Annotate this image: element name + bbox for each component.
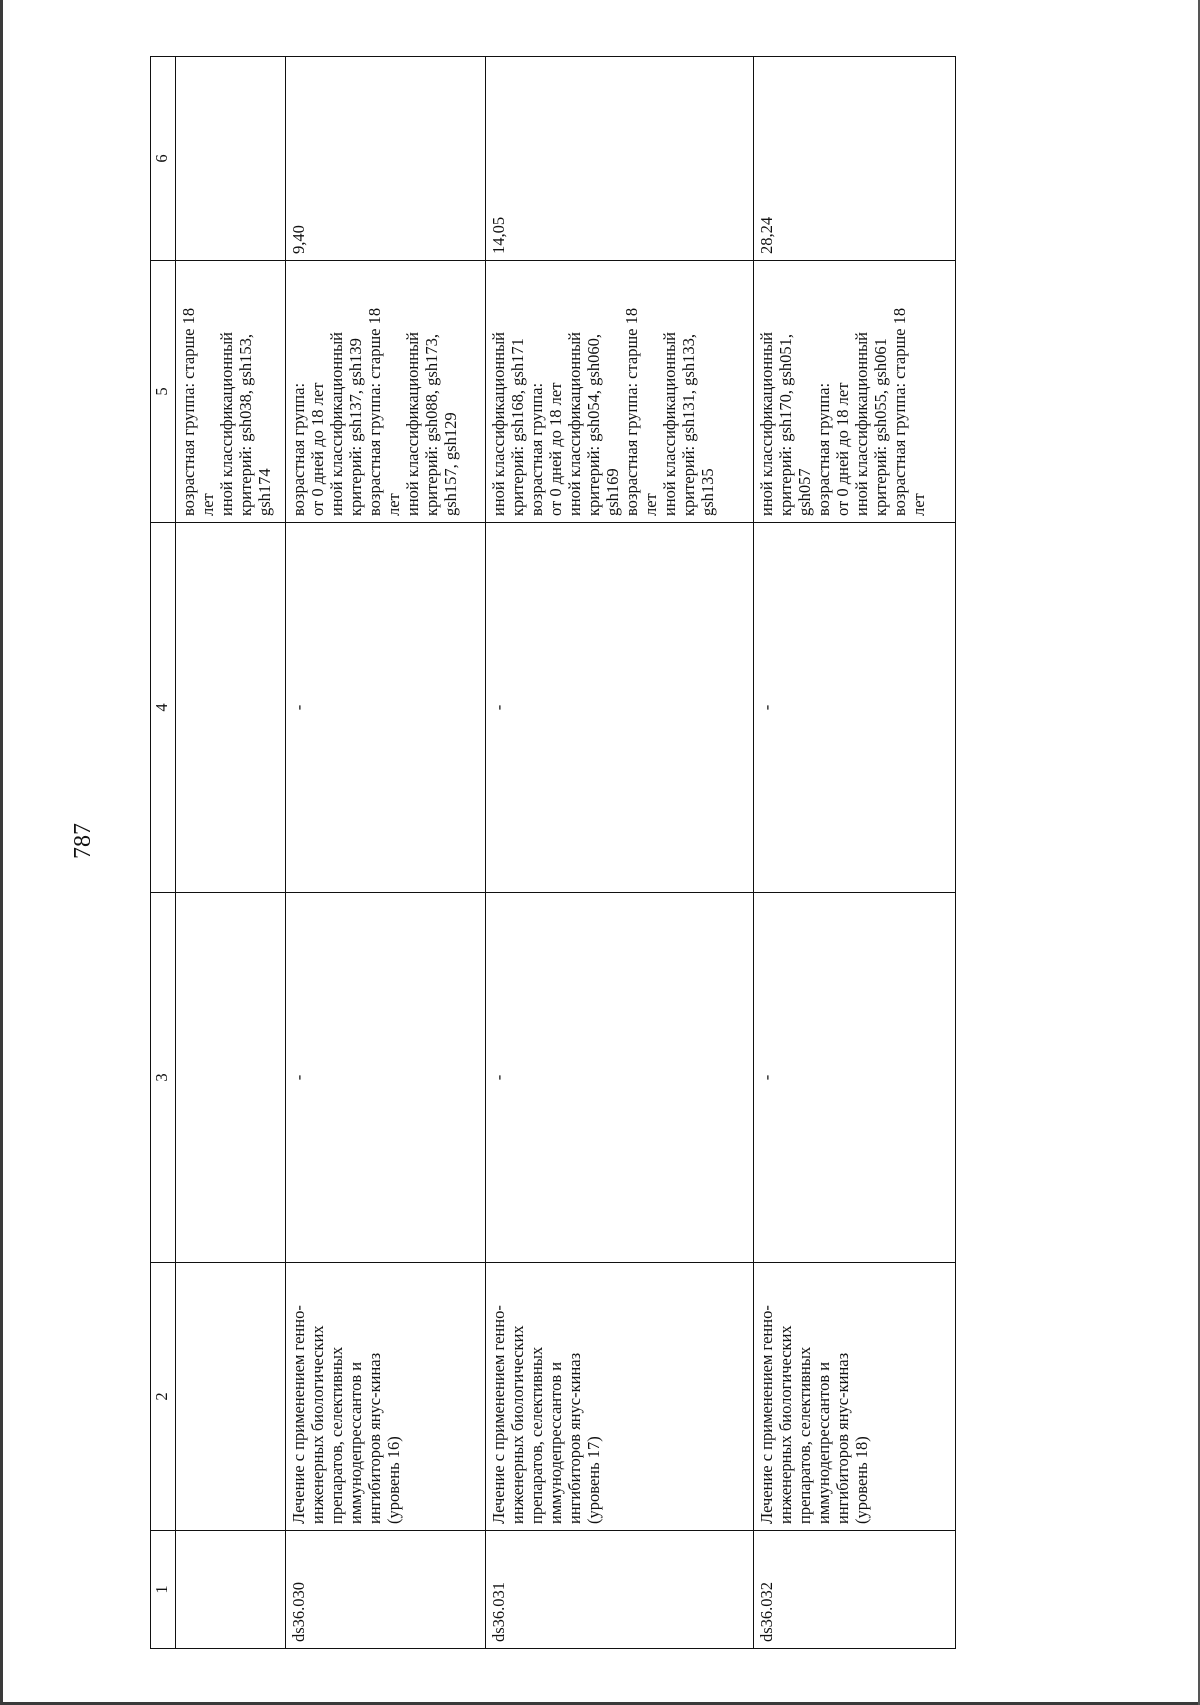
- name-line: (уровень 18): [852, 1436, 871, 1524]
- tariff-table: [150, 56, 956, 1649]
- criteria-line: критерий: gsh088, gsh173,: [422, 334, 441, 516]
- criteria-line: возрастная группа: старше 18: [179, 307, 198, 516]
- criteria-line: критерий: gsh137, gsh139: [346, 338, 365, 516]
- criteria-line: иной классификационный: [489, 331, 508, 516]
- criteria-line: критерий: gsh054, gsh060,: [584, 334, 603, 516]
- criteria-cell: [176, 261, 286, 523]
- criteria-line: gsh157, gsh129: [441, 412, 460, 516]
- col4-cell: -: [486, 523, 754, 893]
- criteria-line: gsh057: [795, 468, 814, 516]
- name-cell: [486, 1263, 754, 1531]
- criteria-line: критерий: gsh055, gsh061: [871, 338, 890, 516]
- name-line: инженерных биологических: [776, 1325, 795, 1524]
- code-cell: ds36.031: [486, 1531, 754, 1649]
- header-cell: 3: [151, 893, 176, 1263]
- code-cell: ds36.030: [286, 1531, 486, 1649]
- criteria-line: возрастная группа:: [289, 382, 308, 516]
- criteria-line: gsh174: [255, 468, 274, 516]
- name-line: инженерных биологических: [508, 1325, 527, 1524]
- name-line: Лечение с применением генно-: [757, 1305, 776, 1524]
- name-line: (уровень 16): [384, 1436, 403, 1524]
- col3-cell: -: [286, 893, 486, 1263]
- criteria-line: от 0 дней до 18 лет: [546, 382, 565, 516]
- page-number: 787: [70, 823, 96, 859]
- header-cell: 5: [151, 261, 176, 523]
- criteria-line: лет: [641, 493, 660, 516]
- criteria-line: gsh135: [698, 468, 717, 516]
- table-row: [176, 57, 286, 1649]
- criteria-line: возрастная группа:: [527, 382, 546, 516]
- value-cell: [176, 57, 286, 261]
- criteria-line: иной классификационный: [660, 331, 679, 516]
- header-cell: 6: [151, 57, 176, 261]
- name-cell: [176, 1263, 286, 1531]
- criteria-line: лет: [384, 493, 403, 516]
- criteria-cell: [486, 261, 754, 523]
- criteria-line: лет: [198, 493, 217, 516]
- table-row: [286, 57, 486, 1649]
- name-line: иммунодепрессантов и: [546, 1361, 565, 1524]
- criteria-line: иной классификационный: [757, 331, 776, 516]
- name-line: препаратов, селективных: [527, 1346, 546, 1524]
- value-cell: 14,05: [486, 57, 754, 261]
- criteria-line: иной классификационный: [403, 331, 422, 516]
- name-line: ингибиторов янус-киназ: [833, 1352, 852, 1524]
- criteria-line: критерий: gsh038, gsh153,: [236, 334, 255, 516]
- criteria-line: от 0 дней до 18 лет: [833, 382, 852, 516]
- name-line: ингибиторов янус-киназ: [365, 1352, 384, 1524]
- name-line: (уровень 17): [584, 1436, 603, 1524]
- col4-cell: -: [286, 523, 486, 893]
- table-header-row: [151, 57, 176, 1649]
- criteria-line: возрастная группа:: [814, 382, 833, 516]
- header-cell: 4: [151, 523, 176, 893]
- criteria-cell: [286, 261, 486, 523]
- criteria-line: иной классификационный: [327, 331, 346, 516]
- criteria-line: возрастная группа: старше 18: [622, 307, 641, 516]
- criteria-line: иной классификационный: [217, 331, 236, 516]
- code-cell: ds36.032: [754, 1531, 956, 1649]
- criteria-line: критерий: gsh170, gsh051,: [776, 334, 795, 516]
- name-line: Лечение с применением генно-: [489, 1305, 508, 1524]
- name-cell: [754, 1263, 956, 1531]
- name-line: иммунодепрессантов и: [346, 1361, 365, 1524]
- criteria-line: возрастная группа: старше 18: [890, 307, 909, 516]
- criteria-line: от 0 дней до 18 лет: [308, 382, 327, 516]
- name-cell: [286, 1263, 486, 1531]
- header-cell: 2: [151, 1263, 176, 1531]
- name-line: препаратов, селективных: [795, 1346, 814, 1524]
- col4-cell: -: [754, 523, 956, 893]
- criteria-line: gsh169: [603, 468, 622, 516]
- criteria-line: возрастная группа: старше 18: [365, 307, 384, 516]
- name-line: препаратов, селективных: [327, 1346, 346, 1524]
- value-cell: 9,40: [286, 57, 486, 261]
- value-cell: 28,24: [754, 57, 956, 261]
- criteria-line: иной классификационный: [852, 331, 871, 516]
- criteria-line: критерий: gsh168, gsh171: [508, 338, 527, 516]
- criteria-line: критерий: gsh131, gsh133,: [679, 334, 698, 516]
- col4-cell: [176, 523, 286, 893]
- name-line: инженерных биологических: [308, 1325, 327, 1524]
- table-row: [486, 57, 754, 1649]
- col3-cell: -: [486, 893, 754, 1263]
- criteria-cell: [754, 261, 956, 523]
- code-cell: [176, 1531, 286, 1649]
- name-line: иммунодепрессантов и: [814, 1361, 833, 1524]
- header-cell: 1: [151, 1531, 176, 1649]
- table-row: [754, 57, 956, 1649]
- col3-cell: -: [754, 893, 956, 1263]
- name-line: Лечение с применением генно-: [289, 1305, 308, 1524]
- criteria-line: иной классификационный: [565, 331, 584, 516]
- criteria-line: лет: [909, 493, 928, 516]
- col3-cell: [176, 893, 286, 1263]
- name-line: ингибиторов янус-киназ: [565, 1352, 584, 1524]
